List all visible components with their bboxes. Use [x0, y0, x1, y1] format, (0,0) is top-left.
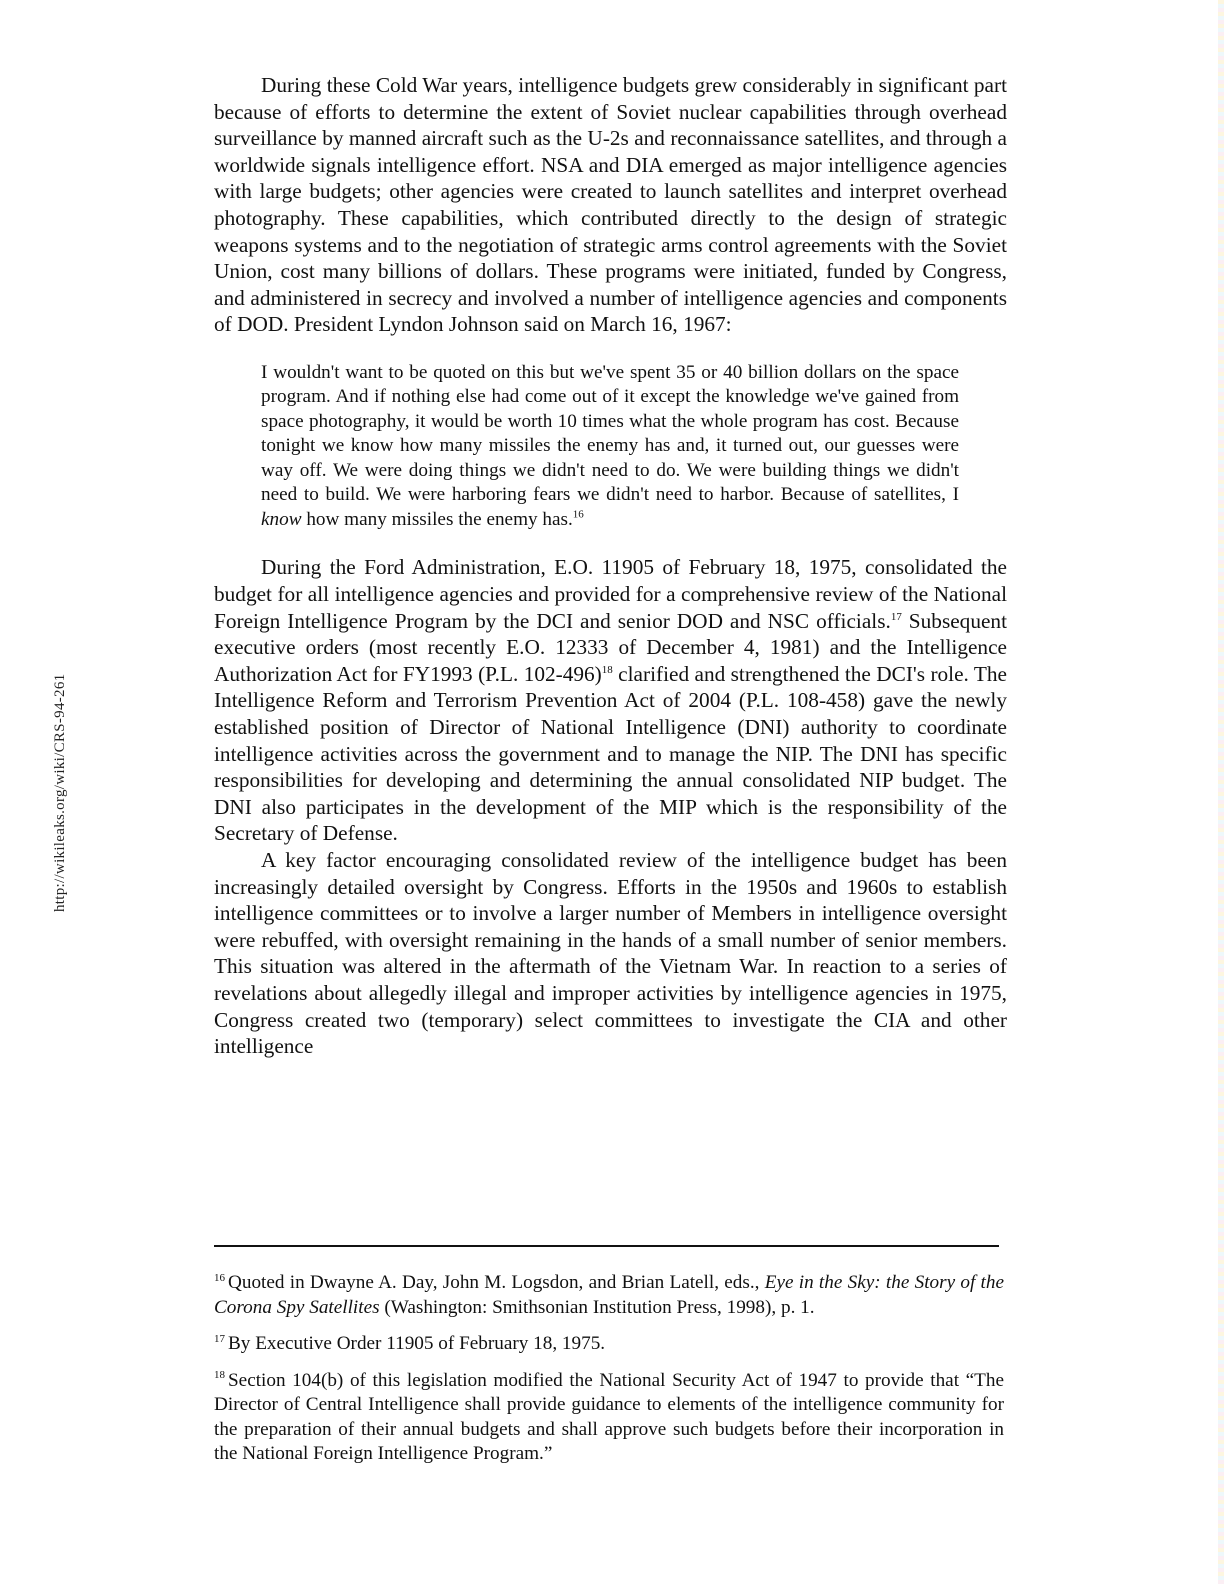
footnote-number: 16 [214, 1271, 225, 1284]
footnote-text: Quoted in Dwayne A. Day, John M. Logsdon, and Brian Latell, eds., [228, 1272, 765, 1293]
quote-italic-word: know [261, 508, 302, 530]
footnotes-section [214, 1271, 1004, 1479]
paragraph-ford-administration [214, 554, 1007, 847]
paragraph-cold-war-budgets: During these Cold War years, intelligence budgets grew considerably in significant part because of efforts to determine the extent of Soviet nuclear capabilities through overhead surveillance by manned aircraft such as the U-2s and reconnaissance satellites, and through a worldwide signals intelligence effort. NSA and DIA emerged as major intelligence agencies with large budgets; other agencies were created to launch satellites and interpret overhead photography. These capabilities, which contributed directly to the design of strategic weapons systems and to the negotiation of strategic arms control agreements with the Soviet Union, cost many billions of dollars. These programs were initiated, funded by Congress, and administered in secrecy and involved a number of intelligence agencies and components of DOD. President Lyndon Johnson said on March 16, 1967: [214, 73, 1007, 337]
quote-text: I wouldn't want to be quoted on this but we've spent 35 or 40 billion dollars on the space program. And if nothing else had come out of it except the knowledge we've gained from space photography, it would be worth 10 times what the whole program has cost. Because tonight we know how many missiles the enemy has and, it turned out, our guesses were way off. We were doing things we didn't need to do. We were building things we didn't need to build. We were harboring fears we didn't need to harbor. Because of satellites, I [261, 361, 959, 506]
footnote-text-end: (Washington: Smithsonian Institution Press, 1998), p. 1. [379, 1296, 815, 1318]
paragraph-2-part-1: During the Ford Administration, E.O. 11905 of February 18, 1975, consolidated the budget for all intelligence agencies and provided for a comprehensive review of the National Foreign Intelligence Program by the DCI and senior DOD and NSC officials. [214, 555, 1007, 633]
footnote-number: 18 [214, 1369, 225, 1382]
side-url-watermark: http://wikileaks.org/wiki/CRS-94-261 [52, 673, 68, 912]
paragraph-congressional-oversight: A key factor encouraging consolidated review of the intelligence budget has been increasingly detailed oversight by Congress. Efforts in the 1950s and 1960s to establish intelligence committees or to involve a larger number of Members in intelligence oversight were rebuffed, with oversight remaining in the hands of a small number of senior members. This situation was altered in the aftermath of the Vietnam War. In reaction to a series of revelations about allegedly illegal and improper activities by intelligence agencies in 1975, Congress created two (temporary) select committees to investigate the CIA and other intelligence [214, 847, 1007, 1059]
footnote-text: Section 104(b) of this legislation modified the National Security Act of 1947 to provide that “The Director of Central Intelligence shall provide guidance to elements of the intelligence community for the preparation of their annual budgets and shall approve such budgets before their incorporation in the National Foreign Intelligence Program.” [214, 1369, 1004, 1464]
footnote-number: 17 [214, 1332, 225, 1345]
page-edge-decoration [1218, 0, 1224, 1584]
footnote-text: By Executive Order 11905 of February 18, 1975. [228, 1333, 606, 1354]
footnote-18 [214, 1369, 1004, 1467]
paragraph-2-part-2: Subsequent executive orders (most recently E.O. 12333 of December 4, 1981) and the Intelligence Authorization Act for FY1993 (P.L. 102-496) [214, 608, 1007, 686]
footnote-ref-16[interactable]: 16 [572, 508, 584, 521]
footnote-book-title: Eye in the Sky: the Story of the Corona Spy Satellites [214, 1272, 1004, 1318]
johnson-quote [261, 361, 959, 533]
footnote-ref-18[interactable]: 18 [601, 663, 613, 676]
document-body [214, 72, 1007, 1060]
paragraph-2-part-3: clarified and strengthened the DCI's role. The Intelligence Reform and Terrorism Prevention Act of 2004 (P.L. 108-458) gave the newly established position of Director of National Intelligence (DNI) authority to coordinate intelligence activities across the government and to manage the NIP. The DNI has specific responsibilities for developing and determining the annual consolidated NIP budget. The DNI also participates in the development of the MIP which is the responsibility of the Secretary of Defense. [214, 661, 1007, 846]
footnote-16 [214, 1271, 1004, 1320]
quote-text-end: how many missiles the enemy has. [301, 508, 573, 530]
footnote-separator [214, 1245, 999, 1247]
footnote-17 [214, 1332, 1004, 1357]
footnote-ref-17[interactable]: 17 [890, 610, 902, 623]
